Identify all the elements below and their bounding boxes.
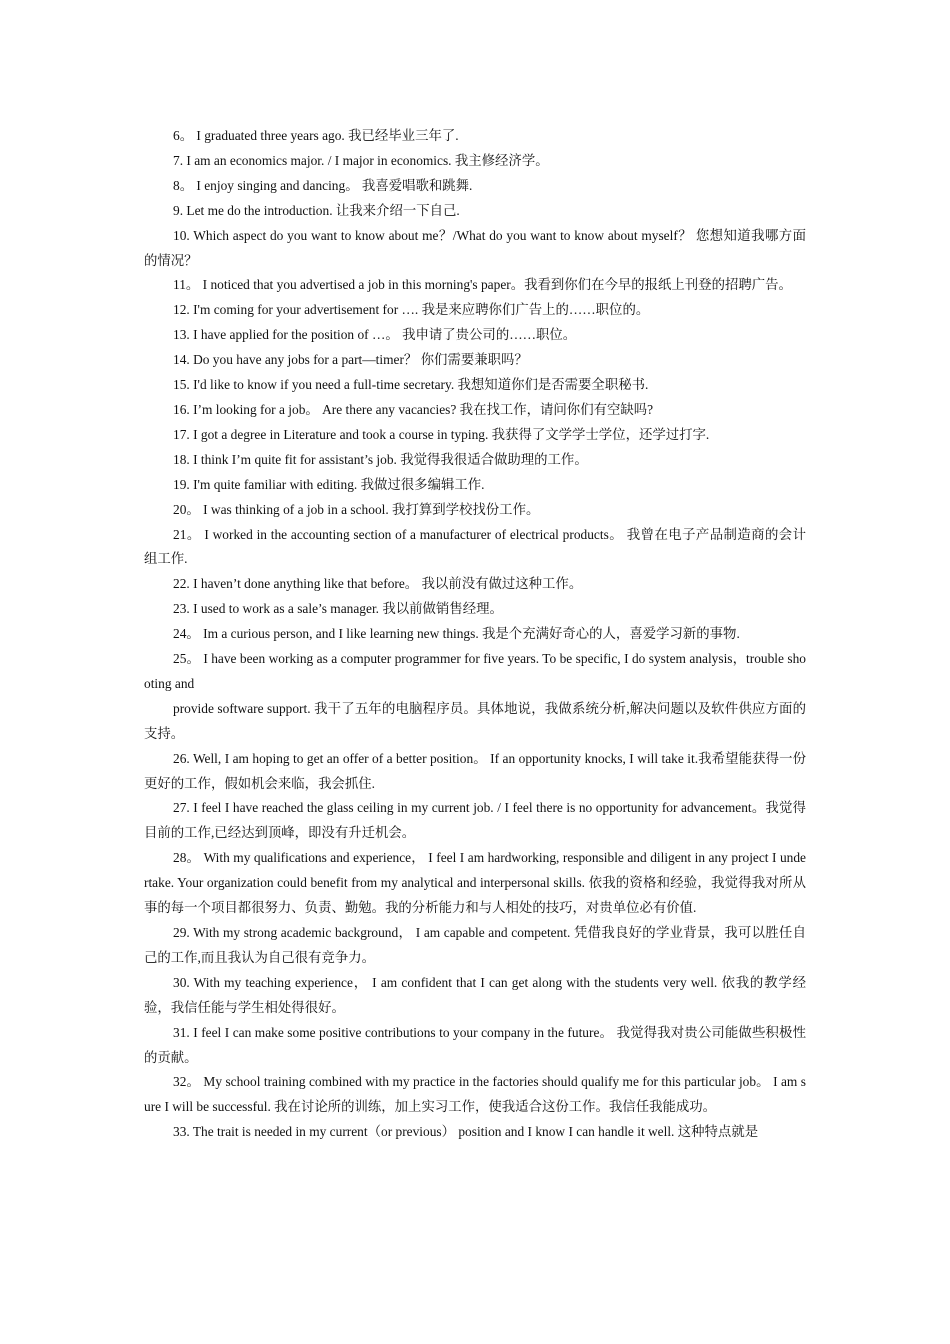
paragraph-12: 12. I'm coming for your advertisement for …. 我是来应聘你们广告上的……职位的。 — [173, 302, 650, 318]
paragraph-11: 11。 I noticed that you advertised a job in this morning's paper。我看到你们在今早的报纸上刊登的招聘广告。 — [173, 277, 792, 293]
paragraph-28: 28。 With my qualifications and experience， I feel I am hardworking, responsible and diligent in any project I undertake. Your organization could benefit from my analytical and interpersonal skills. 依我的资格和经验，我觉得我对所从事的每一个项目都很努力、负责、勤勉。我的分析能力和与人相处的技巧，对贵单位必有价值. — [144, 850, 806, 916]
paragraph-29: 29. With my strong academic background， I am capable and competent. 凭借我良好的学业背景，我可以胜任自己的工作,而且我认为自己很有竞争力。 — [144, 925, 806, 965]
paragraph-25: 25。 I have been working as a computer programmer for five years. To be specific, I do system analysis，trouble shooting and — [144, 651, 806, 691]
paragraph-8: 8。 I enjoy singing and dancing。 我喜爱唱歌和跳舞. — [173, 177, 473, 193]
paragraph-20: 20。 I was thinking of a job in a school. 我打算到学校找份工作。 — [173, 501, 540, 517]
paragraph-32: 32。 My school training combined with my practice in the factories should qualify me for this particular job。 I am sure I will be successful. 我在讨论所的训练，加上实习工作，使我适合这份工作。我信任我能成功。 — [144, 1074, 806, 1115]
paragraph-26: 26. Well, I am hoping to get an offer of a better position。 If an opportunity knocks, I will take it.我希望能获得一份更好的工作，假如机会来临，我会抓住. — [144, 750, 806, 791]
paragraph-13: 13. I have applied for the position of …。 我申请了贵公司的……职位。 — [173, 327, 577, 343]
paragraph-9: 9. Let me do the introduction. 让我来介绍一下自己. — [173, 202, 460, 218]
paragraph-19: 19. I'm quite familiar with editing. 我做过很多编辑工作. — [173, 476, 485, 492]
paragraph-30: 30. With my teaching experience， I am confident that I can get along with the students very well. 依我的教学经验，我信任能与学生相处得很好。 — [144, 974, 806, 1015]
paragraph-14: 14. Do you have any jobs for a part—timer？ 你们需要兼职吗？ — [173, 352, 528, 368]
paragraph-27: 27. I feel I have reached the glass ceiling in my current job. / I feel there is no opportunity for advancement。我觉得目前的工作,已经达到顶峰，即没有升迁机会。 — [144, 800, 806, 841]
paragraph-33: 33. The trait is needed in my current（or previous） position and I know I can handle it well. 这种特点就是 — [173, 1124, 759, 1140]
paragraph-15: 15. I'd like to know if you need a full-time secretary. 我想知道你们是否需要全职秘书. — [173, 377, 649, 393]
paragraph-25-continued: provide software support. 我干了五年的电脑程序员。具体地说，我做系统分析,解决问题以及软件供应方面的支持。 — [144, 700, 806, 741]
paragraph-16: 16. I’m looking for a job。 Are there any vacancies? 我在找工作，请问你们有空缺吗? — [173, 401, 654, 417]
document-page — [144, 124, 806, 1145]
paragraph-31: 31. I feel I can make some positive contributions to your company in the future。 我觉得我对贵公司能做些积极性的贡献。 — [144, 1024, 806, 1065]
paragraph-23: 23. I used to work as a sale’s manager. 我以前做销售经理。 — [173, 601, 503, 617]
paragraph-6: 6。 I graduated three years ago. 我已经毕业三年了. — [173, 128, 459, 143]
paragraph-17: 17. I got a degree in Literature and took a course in typing. 我获得了文学学士学位，还学过打字. — [173, 426, 710, 442]
paragraph-21: 21。 I worked in the accounting section of a manufacturer of electrical products。 我曾在电子产品制造商的会计组工作. — [144, 526, 806, 567]
paragraph-7: 7. I am an economics major. / I major in economics. 我主修经济学。 — [173, 152, 549, 168]
paragraph-18: 18. I think I’m quite fit for assistant’s job. 我觉得我很适合做助理的工作。 — [173, 451, 588, 467]
paragraph-10: 10. Which aspect do you want to know about me？/What do you want to know about myself？ 您想知道我哪方面的情况？ — [144, 227, 806, 268]
paragraph-24: 24。 Im a curious person, and I like learning new things. 我是个充满好奇心的人，喜爱学习新的事物. — [173, 626, 740, 642]
paragraph-22: 22. I haven’t done anything like that before。 我以前没有做过这种工作。 — [173, 576, 583, 592]
